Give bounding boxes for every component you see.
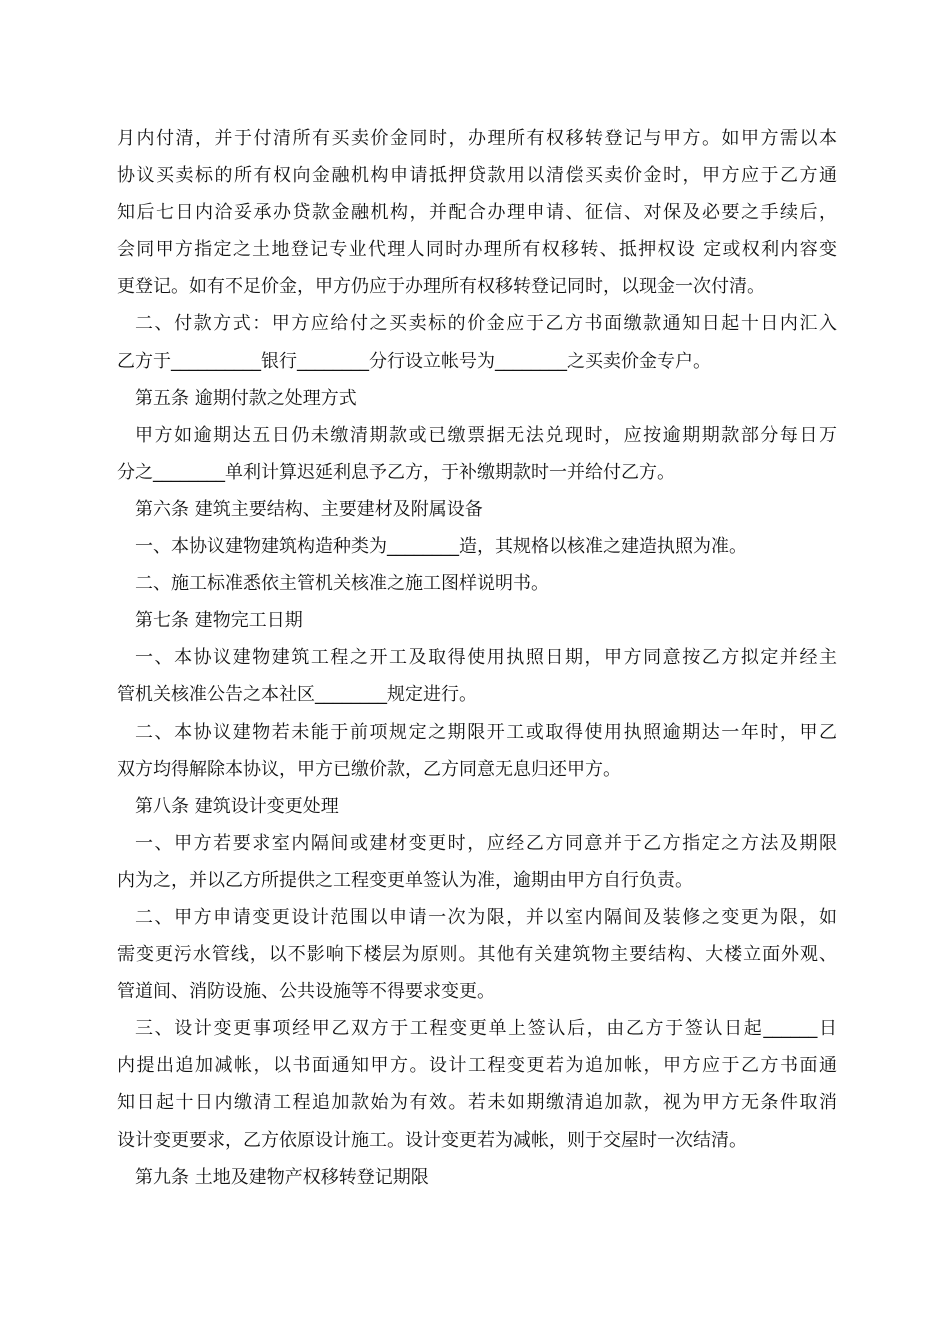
text-line: 知日起十日内缴清工程追加款始为有效。若未如期缴清追加款，视为甲方无条件取消 xyxy=(117,1092,837,1114)
text-line: 更登记。如有不足价金，甲方仍应于办理所有权移转登记同时，以现金一次付清。 xyxy=(117,276,765,298)
section-heading: 第五条 逾期付款之处理方式 xyxy=(135,387,357,409)
text-line: 一、本协议建物建筑构造种类为________造，其规格以核准之建造执照为准。 xyxy=(135,536,747,558)
text-line: 三、设计变更事项经甲乙双方于工程变更单上签认后，由乙方于签认日起______日 xyxy=(135,1018,837,1040)
text-line: 一、甲方若要求室内隔间或建材变更时，应经乙方同意并于乙方指定之方法及期限 xyxy=(135,832,837,854)
text-line: 分之________单利计算迟延利息予乙方，于补缴期款时一并给付乙方。 xyxy=(117,461,675,483)
text-line: 管道间、消防设施、公共设施等不得要求变更。 xyxy=(117,981,495,1003)
text-line: 一、本协议建物建筑工程之开工及取得使用执照日期，甲方同意按乙方拟定并经主 xyxy=(135,647,837,669)
section-heading: 第六条 建筑主要结构、主要建材及附属设备 xyxy=(135,498,483,520)
section-heading: 第九条 土地及建物产权移转登记期限 xyxy=(135,1166,429,1188)
text-line: 二、甲方申请变更设计范围以申请一次为限，并以室内隔间及装修之变更为限，如 xyxy=(135,906,837,928)
text-line: 双方均得解除本协议，甲方已缴价款，乙方同意无息归还甲方。 xyxy=(117,758,621,780)
text-line: 内提出追加减帐，以书面通知甲方。设计工程变更若为追加帐，甲方应于乙方书面通 xyxy=(117,1055,837,1077)
text-line: 月内付清，并于付清所有买卖价金同时，办理所有权移转登记与甲方。如甲方需以本 xyxy=(117,128,837,149)
text-line: 需变更污水管线，以不影响下楼层为原则。其他有关建筑物主要结构、大楼立面外观、 xyxy=(117,944,837,966)
text-line: 设计变更要求，乙方依原设计施工。设计变更若为减帐，则于交屋时一次结清。 xyxy=(117,1129,747,1151)
text-line: 知后七日内洽妥承办贷款金融机构，并配合办理申请、征信、对保及必要之手续后， xyxy=(117,202,837,224)
text-line: 甲方如逾期达五日仍未缴清期款或已缴票据无法兑现时，应按逾期期款部分每日万 xyxy=(135,424,837,446)
text-line: 二、付款方式：甲方应给付之买卖标的价金应于乙方书面缴款通知日起十日内汇入 xyxy=(135,313,837,335)
text-line: 乙方于__________银行________分行设立帐号为________之买卖价金专户。 xyxy=(117,350,711,372)
text-line: 会同甲方指定之土地登记专业代理人同时办理所有权移转、抵押权设 定或权利内容变 xyxy=(117,239,837,261)
text-line: 内为之，并以乙方所提供之工程变更单签认为准，逾期由甲方自行负责。 xyxy=(117,869,693,891)
text-line: 管机关核准公告之本社区________规定进行。 xyxy=(117,684,477,706)
section-heading: 第七条 建物完工日期 xyxy=(135,610,303,632)
text-line: 二、施工标准悉依主管机关核准之施工图样说明书。 xyxy=(135,573,549,595)
text-line: 二、本协议建物若未能于前项规定之期限开工或取得使用执照逾期达一年时，甲乙 xyxy=(135,721,837,743)
section-heading: 第八条 建筑设计变更处理 xyxy=(135,795,339,817)
text-line: 协议买卖标的所有权向金融机构申请抵押贷款用以清偿买卖价金时，甲方应于乙方通 xyxy=(117,165,837,187)
document-body xyxy=(117,120,837,1196)
